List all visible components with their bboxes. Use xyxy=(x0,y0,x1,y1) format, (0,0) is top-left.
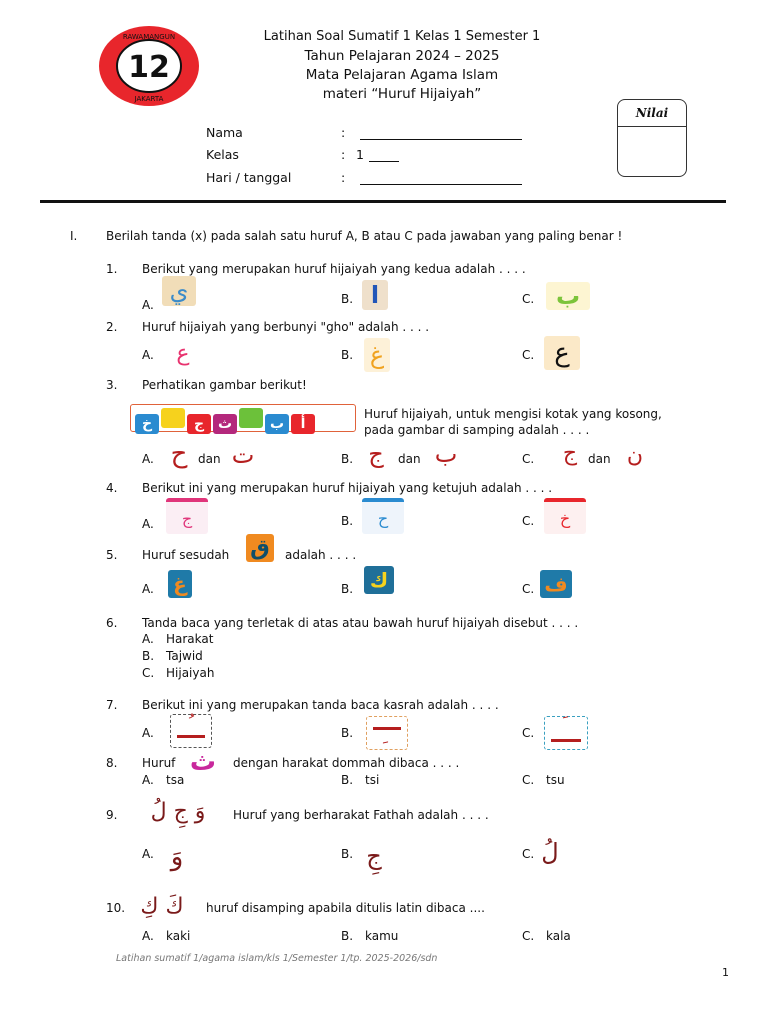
strip-cell-1: خ xyxy=(135,414,159,434)
strip-cell-empty-2 xyxy=(239,408,263,428)
q10-number: 10. xyxy=(106,901,126,915)
q4-option-c-label[interactable]: C. xyxy=(522,514,535,528)
q10-option-b-label[interactable]: B. xyxy=(341,929,354,943)
hari-colon: : xyxy=(341,170,346,185)
q8-text-after: dengan harakat dommah dibaca . . . . xyxy=(233,756,460,770)
kelas-value: 1 xyxy=(356,147,364,162)
q3-option-a-dan: dan xyxy=(198,452,221,466)
q6-number: 6. xyxy=(106,616,118,630)
q7-option-c-letter-line xyxy=(551,739,581,742)
header-title: Latihan Soal Sumatif 1 Kelas 1 Semester 1 xyxy=(263,29,541,44)
q1-text: Berikut yang merupakan huruf hijaiyah yang kedua adalah . . . . xyxy=(142,262,526,276)
q7-option-c-box[interactable] xyxy=(544,716,588,750)
q2-option-a-label[interactable]: A. xyxy=(142,348,154,362)
q10-option-c-text[interactable]: kala xyxy=(546,929,571,943)
q9-number: 9. xyxy=(106,808,118,822)
q6-option-c-text[interactable]: Hijaiyah xyxy=(166,666,215,680)
q9-option-c-label[interactable]: C. xyxy=(522,847,535,861)
q8-question-glyph: ث xyxy=(189,747,217,777)
q3-number: 3. xyxy=(106,378,118,392)
q4-text: Berikut ini yang merupakan huruf hijaiyah yang ketujuh adalah . . . . xyxy=(142,481,553,495)
q4-number: 4. xyxy=(106,481,118,495)
logo-number: 12 xyxy=(128,50,170,85)
q5-option-b-label[interactable]: B. xyxy=(341,582,354,596)
q1-option-a-label[interactable]: A. xyxy=(142,298,154,312)
strip-cell-4: ث xyxy=(213,414,237,434)
q3-side-text-2: pada gambar di samping adalah . . . . xyxy=(364,423,590,437)
q4-option-b-label[interactable]: B. xyxy=(341,514,354,528)
q4-option-a-card[interactable]: ج xyxy=(166,498,208,534)
q9-option-b-label[interactable]: B. xyxy=(341,847,354,861)
q6-option-a-text[interactable]: Harakat xyxy=(166,632,214,646)
q7-option-a-box[interactable] xyxy=(170,714,212,748)
kelas-colon: : xyxy=(341,147,346,162)
q8-text-before: Huruf xyxy=(142,756,176,770)
nama-label: Nama xyxy=(206,125,243,140)
q3-text: Perhatikan gambar berikut! xyxy=(142,378,307,392)
nama-colon: : xyxy=(341,125,346,140)
q3-option-a-glyph-2[interactable]: ت xyxy=(231,441,255,469)
logo-top-text: RAWAMANGUN xyxy=(122,33,176,41)
q10-question-glyphs: كَ كِ xyxy=(140,893,184,919)
strip-cell-6: ب xyxy=(265,414,289,434)
q4-option-c-card[interactable]: خ xyxy=(544,498,586,534)
hari-label: Hari / tanggal xyxy=(206,170,292,185)
q4-option-b-card[interactable]: ح xyxy=(362,498,404,534)
q7-text: Berikut ini yang merupakan tanda baca kasrah adalah . . . . xyxy=(142,698,499,712)
q3-option-b-dan: dan xyxy=(398,452,421,466)
q5-question-glyph: ق xyxy=(246,534,274,562)
q3-letter-strip xyxy=(130,404,356,432)
header-subject: Mata Pelajaran Agama Islam xyxy=(305,67,499,83)
nama-field[interactable] xyxy=(360,139,522,140)
q4-option-a-label[interactable]: A. xyxy=(142,517,154,531)
q10-option-a-text[interactable]: kaki xyxy=(166,929,191,943)
q8-option-b-text[interactable]: tsi xyxy=(365,773,380,787)
q10-text: huruf disamping apabila ditulis latin dibaca .... xyxy=(206,901,485,915)
q3-side-text-1: Huruf hijaiyah, untuk mengisi kotak yang kosong, xyxy=(364,407,662,421)
q8-option-b-label[interactable]: B. xyxy=(341,773,354,787)
q3-option-c-glyph-2[interactable]: ن xyxy=(626,442,644,468)
q9-question-glyphs: وَ جِ لُ xyxy=(150,798,206,824)
q5-text-after: adalah . . . . xyxy=(285,548,357,562)
q7-option-c-label[interactable]: C. xyxy=(522,726,535,740)
q2-option-b-label[interactable]: B. xyxy=(341,348,354,362)
q6-text: Tanda baca yang terletak di atas atau bawah huruf hijaiyah disebut . . . . xyxy=(142,616,579,630)
q8-option-c-label[interactable]: C. xyxy=(522,773,535,787)
q3-option-a-glyph-1[interactable]: ح xyxy=(170,439,188,469)
q3-option-c-dan: dan xyxy=(588,452,611,466)
q3-option-a-label[interactable]: A. xyxy=(142,452,154,466)
q7-option-a-label[interactable]: A. xyxy=(142,726,154,740)
q7-option-b-letter-line xyxy=(373,727,401,730)
q7-number: 7. xyxy=(106,698,118,712)
q2-option-a-card[interactable]: ع xyxy=(176,340,190,366)
q5-option-c-label[interactable]: C. xyxy=(522,582,535,596)
header-year: Tahun Pelajaran 2024 – 2025 xyxy=(304,48,500,64)
strip-cell-7: أ xyxy=(291,414,315,434)
q9-option-c-glyph[interactable]: لُ xyxy=(541,838,559,866)
q10-option-a-label[interactable]: A. xyxy=(142,929,154,943)
q6-option-b-text[interactable]: Tajwid xyxy=(166,649,203,663)
q9-text: Huruf yang berharakat Fathah adalah . . . . xyxy=(233,808,489,822)
q5-option-b-card[interactable]: ك xyxy=(364,566,394,594)
q6-option-c-label[interactable]: C. xyxy=(142,666,155,680)
q3-option-c-glyph-1[interactable]: ج xyxy=(562,440,578,466)
q9-option-a-glyph[interactable]: وَ xyxy=(170,842,184,872)
q8-number: 8. xyxy=(106,756,118,770)
q2-text: Huruf hijaiyah yang berbunyi "gho" adalah . . . . xyxy=(142,320,430,334)
q6-option-a-label[interactable]: A. xyxy=(142,632,154,646)
q3-option-b-label[interactable]: B. xyxy=(341,452,354,466)
q2-number: 2. xyxy=(106,320,118,334)
logo-bottom-text: JAKARTA xyxy=(134,95,164,103)
q3-option-c-label[interactable]: C. xyxy=(522,452,535,466)
strip-cell-empty-1 xyxy=(161,408,185,428)
q5-option-a-card[interactable]: غ xyxy=(168,570,192,598)
kelas-field[interactable] xyxy=(369,161,399,162)
q3-option-b-glyph-2[interactable]: ب xyxy=(434,440,458,468)
section-instruction: Berilah tanda (x) pada salah satu huruf A, B atau C pada jawaban yang paling benar ! xyxy=(106,229,623,243)
q8-option-a-text[interactable]: tsa xyxy=(166,773,185,787)
q7-option-b-label[interactable]: B. xyxy=(341,726,354,740)
q1-option-b-card[interactable]: ا xyxy=(362,280,388,310)
q3-option-b-glyph-1[interactable]: ج xyxy=(368,440,384,468)
q9-option-a-label[interactable]: A. xyxy=(142,847,154,861)
q1-option-b-label[interactable]: B. xyxy=(341,292,354,306)
hari-field[interactable] xyxy=(360,184,522,185)
q5-text-before: Huruf sesudah xyxy=(142,548,230,562)
q2-option-b-card[interactable]: غ xyxy=(364,338,390,372)
q8-option-a-label[interactable]: A. xyxy=(142,773,154,787)
q1-option-c-label[interactable]: C. xyxy=(522,292,535,306)
q1-number: 1. xyxy=(106,262,118,276)
q1-option-c-card[interactable]: ب xyxy=(546,282,590,310)
header-material: materi “Huruf Hijaiyah” xyxy=(322,86,482,102)
nilai-box xyxy=(617,99,687,177)
q6-option-b-label[interactable]: B. xyxy=(142,649,155,663)
q10-option-b-text[interactable]: kamu xyxy=(365,929,399,943)
section-number: I. xyxy=(70,229,78,243)
kelas-label: Kelas xyxy=(206,147,239,162)
q8-option-c-text[interactable]: tsu xyxy=(546,773,565,787)
q5-option-c-card[interactable]: ف xyxy=(540,570,572,598)
header-rule xyxy=(40,200,726,203)
q7-option-a-letter-line xyxy=(177,735,205,738)
q9-option-b-glyph[interactable]: جِ xyxy=(366,842,382,870)
nilai-label: Nilai xyxy=(635,106,669,120)
q10-option-c-label[interactable]: C. xyxy=(522,929,535,943)
q5-number: 5. xyxy=(106,548,118,562)
page-footer: Latihan sumatif 1/agama islam/kls 1/Semester 1/tp. 2025-2026/sdn xyxy=(116,953,438,964)
nilai-divider xyxy=(618,126,686,127)
q5-option-a-label[interactable]: A. xyxy=(142,582,154,596)
q1-option-a-card[interactable]: ي xyxy=(162,276,196,306)
strip-cell-3: ج xyxy=(187,414,211,434)
q2-option-c-card[interactable]: ع xyxy=(544,336,580,370)
q7-option-b-box[interactable] xyxy=(366,716,408,750)
page-number: 1 xyxy=(722,966,729,979)
q2-option-c-label[interactable]: C. xyxy=(522,348,535,362)
